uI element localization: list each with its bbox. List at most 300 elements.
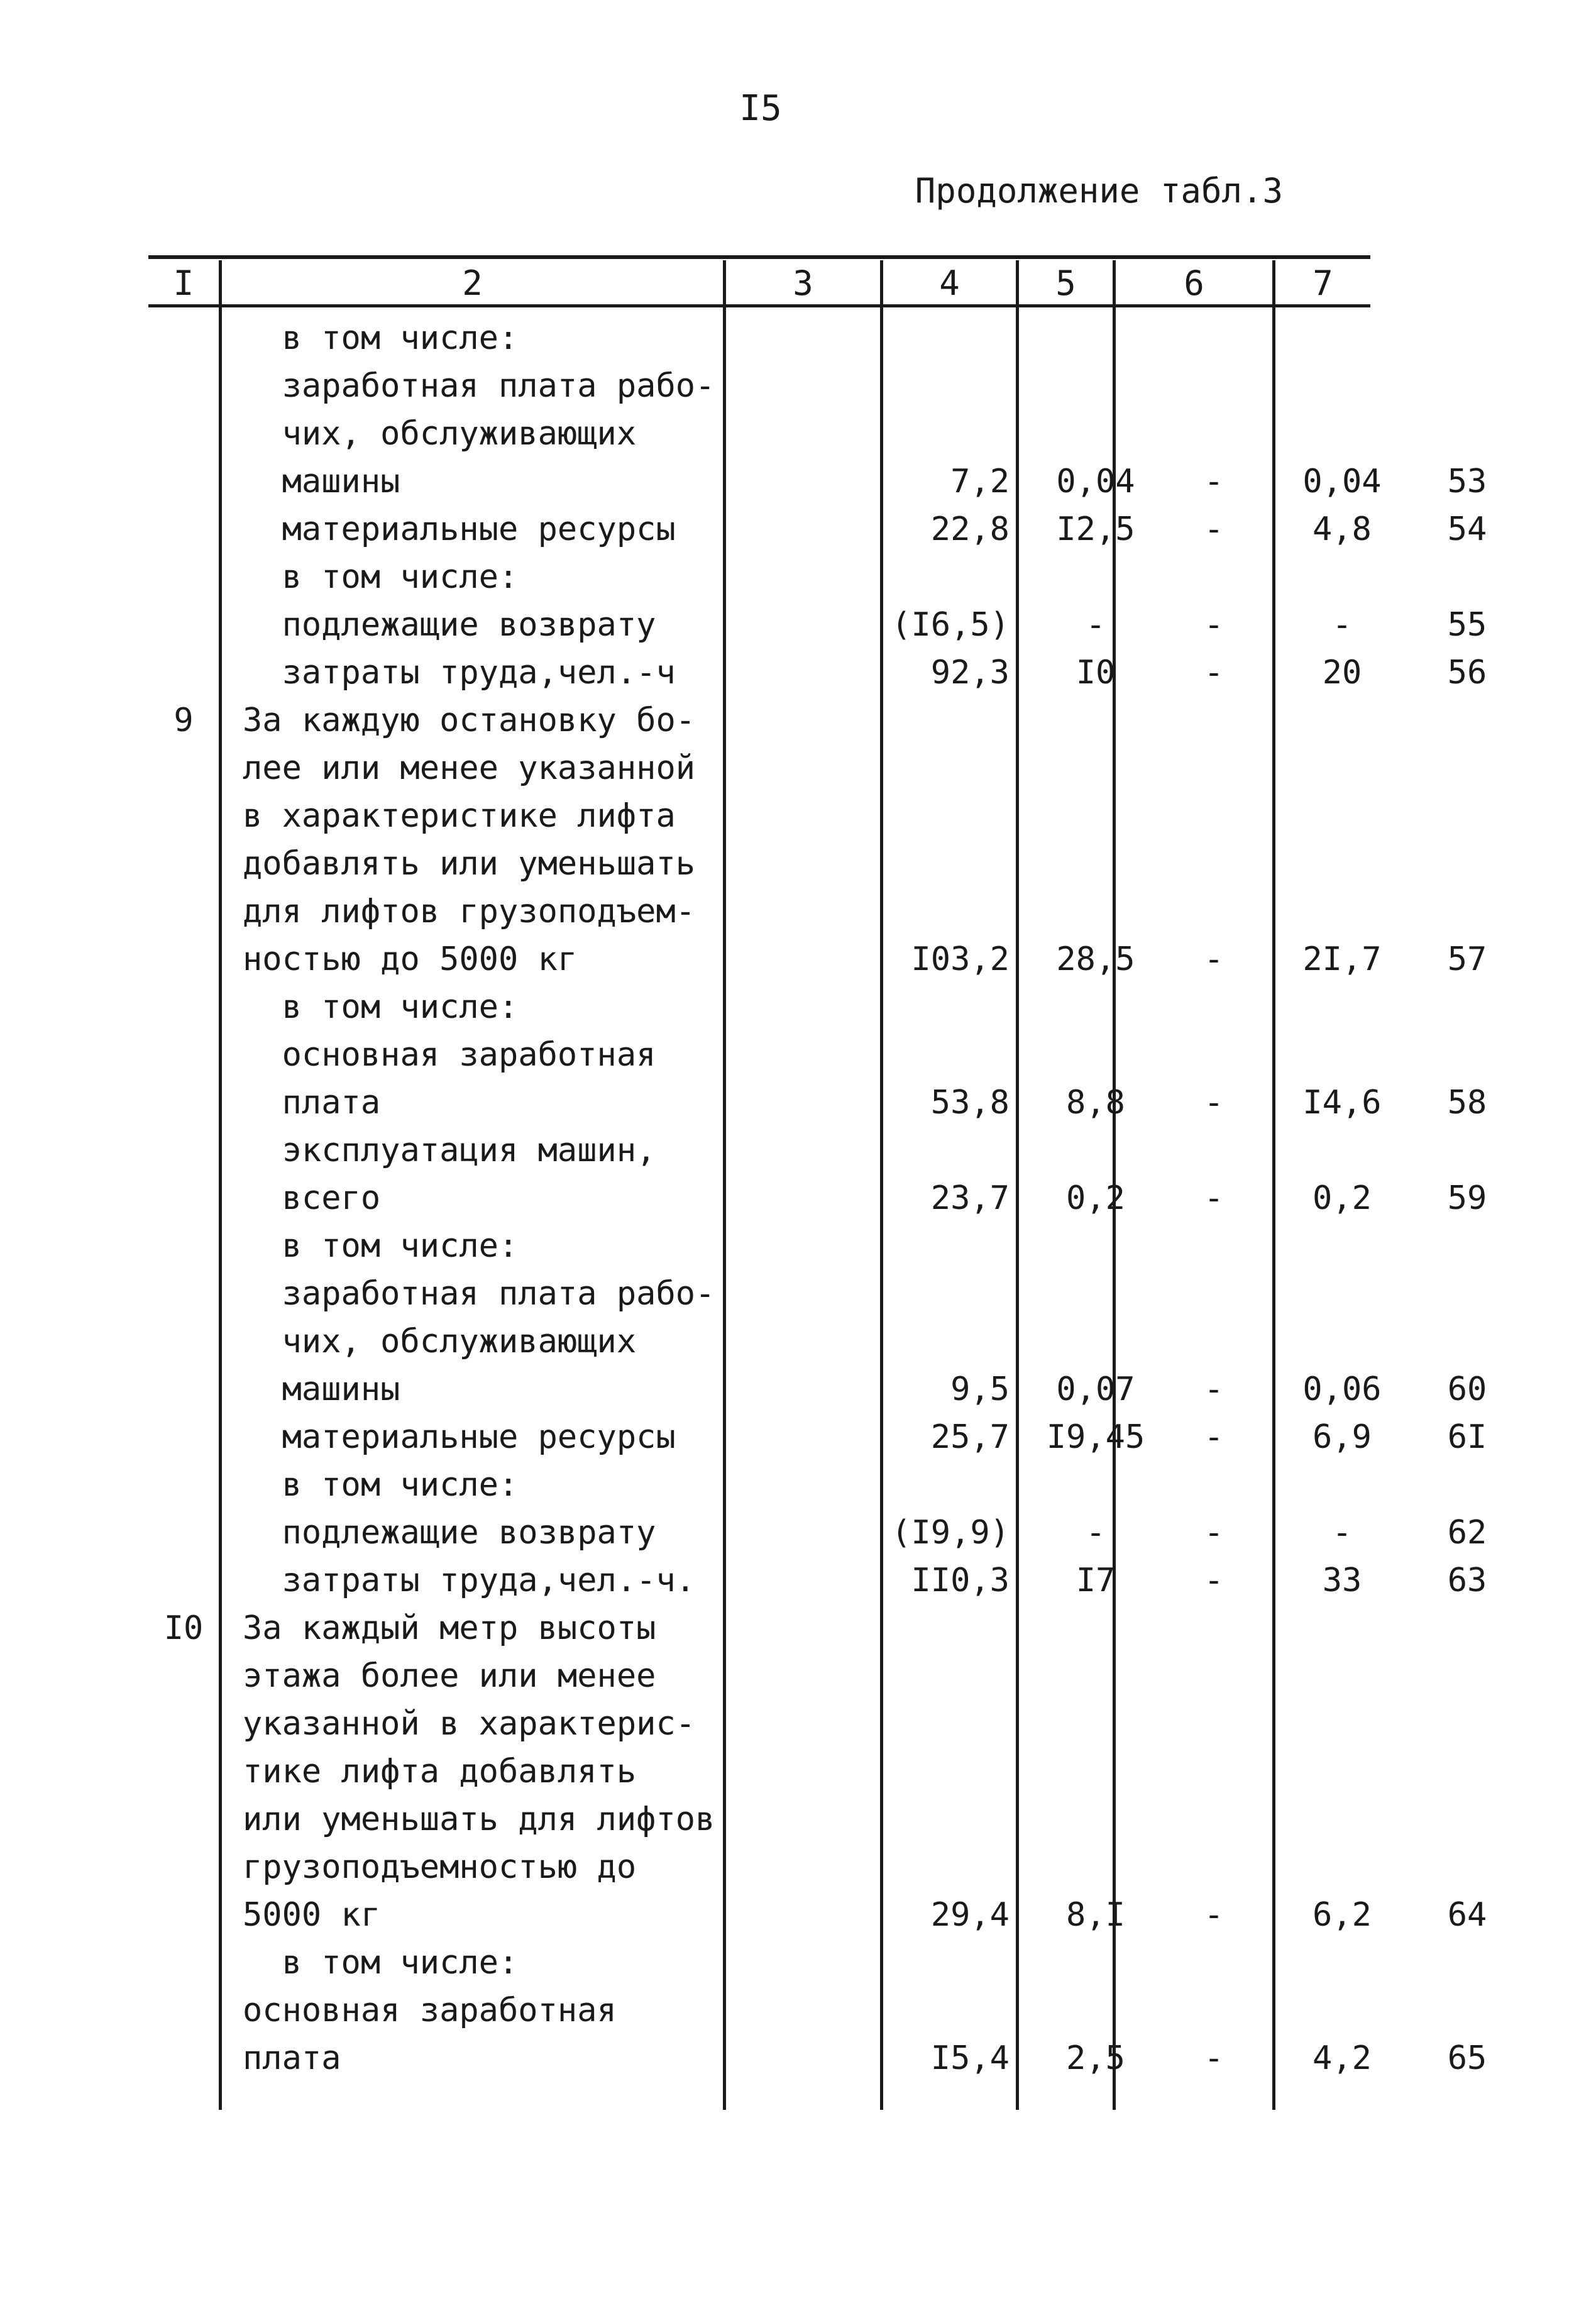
row-number: [148, 1270, 219, 1318]
table-row: [148, 1557, 1487, 1604]
table-row: [148, 1748, 1370, 1796]
cell-col-4: [1028, 553, 1163, 601]
cell-col-6: [1263, 1843, 1421, 1891]
cell-col-4: [1028, 697, 1163, 744]
cell-col-7: [1417, 840, 1517, 888]
cell-col-4: [1028, 1748, 1163, 1796]
cell-col-6: 2I,7: [1302, 941, 1382, 978]
cell-col-5: [1168, 553, 1260, 601]
cell-col-6: [1263, 744, 1421, 792]
cell-col-7: 6I: [1447, 1418, 1487, 1456]
cell-col-6: [1263, 792, 1421, 840]
cell-col-4: -: [1086, 1514, 1106, 1552]
row-description: затраты труда,чел.-ч.: [243, 1562, 696, 1599]
row-number: 9: [173, 702, 194, 739]
row-number: [148, 1413, 219, 1461]
table-row: [148, 1174, 1487, 1222]
cell-col-3: [727, 1604, 1010, 1652]
cell-col-3: [727, 697, 1010, 744]
cell-col-4: -: [1086, 606, 1106, 644]
column-header: 5: [1055, 263, 1076, 303]
table-row: [148, 458, 1487, 505]
table-row: [148, 1222, 1370, 1270]
row-description: в том числе:: [243, 988, 519, 1026]
cell-col-6: [1263, 1222, 1421, 1270]
cell-col-6: [1263, 1127, 1421, 1174]
cell-col-5: [1168, 1843, 1260, 1891]
row-description: заработная плата рабо-: [243, 367, 715, 405]
column-header: 7: [1313, 263, 1333, 303]
cell-col-3: 29,4: [930, 1896, 1010, 1934]
cell-col-5: -: [1204, 1514, 1224, 1552]
row-number: [148, 2034, 219, 2082]
cell-col-6: 33: [1322, 1562, 1362, 1599]
cell-col-7: 59: [1447, 1179, 1487, 1217]
cell-col-3: 25,7: [930, 1418, 1010, 1456]
cell-col-3: 23,7: [930, 1179, 1010, 1217]
table-row: [148, 1796, 1370, 1843]
row-number: [148, 458, 219, 505]
cell-col-7: [1417, 1222, 1517, 1270]
cell-col-7: [1417, 697, 1517, 744]
row-number: [148, 1222, 219, 1270]
cell-col-3: [727, 1843, 1010, 1891]
table-row: [148, 888, 1370, 935]
cell-col-6: [1263, 840, 1421, 888]
row-description: затраты труда,чел.-ч: [243, 654, 676, 692]
row-number: [148, 1796, 219, 1843]
cell-col-3: 7,2: [950, 463, 1010, 500]
cell-col-3: [727, 1987, 1010, 2034]
cell-col-3: [727, 553, 1010, 601]
cell-col-4: [1028, 410, 1163, 458]
cell-col-6: 0,04: [1302, 463, 1382, 500]
cell-col-5: [1168, 1127, 1260, 1174]
row-number: [148, 1509, 219, 1557]
row-description: в характеристике лифта: [243, 797, 676, 835]
cell-col-5: [1168, 1461, 1260, 1509]
row-number: [148, 1461, 219, 1509]
cell-col-4: [1028, 1222, 1163, 1270]
row-number: [148, 649, 219, 697]
row-number: [148, 744, 219, 792]
cell-col-6: 0,2: [1313, 1179, 1372, 1217]
cell-col-4: I7: [1076, 1562, 1116, 1599]
cell-col-7: 58: [1447, 1084, 1487, 1122]
cell-col-7: 54: [1447, 510, 1487, 548]
table-row: [148, 1270, 1370, 1318]
cell-col-5: -: [1204, 654, 1224, 692]
cell-col-3: [727, 983, 1010, 1031]
cell-col-5: [1168, 697, 1260, 744]
row-description: указанной в характерис-: [243, 1705, 696, 1743]
row-description: тике лифта добавлять: [243, 1753, 637, 1790]
row-description: в том числе:: [243, 319, 519, 357]
cell-col-3: [727, 1652, 1010, 1700]
cell-col-3: [727, 888, 1010, 935]
table-row: [148, 697, 1370, 744]
row-number: [148, 792, 219, 840]
row-description: чих, обслуживающих: [243, 1323, 637, 1360]
cell-col-6: [1263, 1987, 1421, 2034]
cell-col-5: [1168, 1031, 1260, 1079]
row-description: в том числе:: [243, 1466, 519, 1504]
column-header: 3: [793, 263, 813, 303]
cell-col-7: [1417, 792, 1517, 840]
table-row: [148, 1939, 1370, 1987]
row-description: подлежащие возврату: [243, 1514, 656, 1552]
cell-col-7: 60: [1447, 1371, 1487, 1408]
cell-col-5: -: [1204, 510, 1224, 548]
row-description: 5000 кг: [243, 1896, 381, 1934]
row-number: [148, 840, 219, 888]
table-row: [148, 649, 1487, 697]
cell-col-3: [727, 1318, 1010, 1365]
cell-col-5: [1168, 792, 1260, 840]
row-number: I0: [163, 1609, 204, 1647]
cell-col-6: 0,06: [1302, 1371, 1382, 1408]
table-row: [148, 1652, 1370, 1700]
cell-col-7: [1417, 410, 1517, 458]
row-description: всего: [243, 1179, 381, 1217]
row-description: основная заработная: [243, 1036, 656, 1074]
cell-col-5: [1168, 1318, 1260, 1365]
row-number: [148, 314, 219, 362]
row-number: [148, 1987, 219, 2034]
row-number: [148, 1748, 219, 1796]
cell-col-3: [727, 1461, 1010, 1509]
cell-col-6: 20: [1322, 654, 1362, 692]
table-row: [148, 601, 1487, 649]
cell-col-5: -: [1204, 1084, 1224, 1122]
row-number: [148, 410, 219, 458]
cell-col-4: [1028, 1270, 1163, 1318]
cell-col-4: [1028, 1843, 1163, 1891]
table-row: [148, 553, 1370, 601]
table-row: [148, 1365, 1487, 1413]
cell-col-4: [1028, 1652, 1163, 1700]
cell-col-6: [1263, 1031, 1421, 1079]
cell-col-3: II0,3: [911, 1562, 1010, 1599]
cell-col-6: [1263, 410, 1421, 458]
cell-col-3: [727, 1222, 1010, 1270]
cell-col-5: -: [1204, 1371, 1224, 1408]
cell-col-3: I5,4: [930, 2039, 1010, 2077]
cell-col-4: I0: [1076, 654, 1116, 692]
cell-col-3: [727, 1748, 1010, 1796]
cell-col-7: [1417, 1270, 1517, 1318]
row-number: [148, 935, 219, 983]
cell-col-5: -: [1204, 1179, 1224, 1217]
table-body: [148, 314, 1487, 2112]
row-number: [148, 1939, 219, 1987]
cell-col-6: [1263, 888, 1421, 935]
row-description: добавлять или уменьшать: [243, 845, 696, 883]
cell-col-4: 0,04: [1056, 463, 1135, 500]
cell-col-5: [1168, 314, 1260, 362]
cell-col-3: [727, 314, 1010, 362]
cell-col-4: [1028, 1604, 1163, 1652]
row-number: [148, 505, 219, 553]
cell-col-3: [727, 1700, 1010, 1748]
table-row: [148, 1891, 1487, 1939]
table-row: [148, 505, 1487, 553]
cell-col-5: [1168, 1222, 1260, 1270]
cell-col-6: [1263, 1939, 1421, 1987]
cell-col-4: 0,2: [1066, 1179, 1125, 1217]
cell-col-6: [1263, 1604, 1421, 1652]
table-row: [148, 1461, 1370, 1509]
cell-col-7: [1417, 1987, 1517, 2034]
cell-col-3: 92,3: [930, 654, 1010, 692]
cell-col-6: [1263, 697, 1421, 744]
cell-col-7: [1417, 1796, 1517, 1843]
cell-col-4: [1028, 1031, 1163, 1079]
row-description: машины: [243, 1371, 400, 1408]
cell-col-4: 28,5: [1056, 941, 1135, 978]
cell-col-4: [1028, 1939, 1163, 1987]
cell-col-6: [1263, 1748, 1421, 1796]
cell-col-7: [1417, 1652, 1517, 1700]
row-description: плата: [243, 1084, 381, 1122]
cell-col-3: I03,2: [911, 941, 1010, 978]
cell-col-4: [1028, 792, 1163, 840]
cell-col-6: [1263, 553, 1421, 601]
cell-col-3: [727, 744, 1010, 792]
table-row: [148, 744, 1370, 792]
row-number: [148, 553, 219, 601]
row-description: для лифтов грузоподъем-: [243, 893, 696, 930]
cell-col-5: [1168, 1270, 1260, 1318]
row-description: грузоподъемностью до: [243, 1848, 637, 1886]
row-number: [148, 1031, 219, 1079]
row-number: [148, 1365, 219, 1413]
cell-col-4: [1028, 314, 1163, 362]
cell-col-5: [1168, 983, 1260, 1031]
cell-col-7: 57: [1447, 941, 1487, 978]
cell-col-7: [1417, 983, 1517, 1031]
table-row: [148, 935, 1487, 983]
table-row: [148, 840, 1370, 888]
cell-col-3: 22,8: [930, 510, 1010, 548]
cell-col-7: [1417, 888, 1517, 935]
row-description: основная заработная: [243, 1992, 617, 2029]
row-description: плата: [243, 2039, 341, 2077]
row-number: [148, 1652, 219, 1700]
cell-col-6: [1263, 314, 1421, 362]
cell-col-3: [727, 1270, 1010, 1318]
row-number: [148, 1318, 219, 1365]
table-row: [148, 792, 1370, 840]
cell-col-7: 55: [1447, 606, 1487, 644]
cell-col-6: -: [1332, 606, 1352, 644]
cell-col-4: [1028, 1796, 1163, 1843]
row-number: [148, 601, 219, 649]
cell-col-4: [1028, 1127, 1163, 1174]
row-description: в том числе:: [243, 1227, 519, 1265]
cell-col-5: -: [1204, 941, 1224, 978]
cell-col-3: 53,8: [930, 1084, 1010, 1122]
cell-col-5: -: [1204, 606, 1224, 644]
cell-col-3: [727, 1127, 1010, 1174]
cell-col-5: [1168, 744, 1260, 792]
row-description: в том числе:: [243, 1944, 519, 1982]
row-description: чих, обслуживающих: [243, 415, 637, 453]
row-number: [148, 1079, 219, 1127]
cell-col-3: [727, 1939, 1010, 1987]
table-row: [148, 1604, 1370, 1652]
cell-col-7: 63: [1447, 1562, 1487, 1599]
table-row: [148, 1509, 1487, 1557]
row-description: в том числе:: [243, 558, 519, 596]
cell-col-7: [1417, 1748, 1517, 1796]
cell-col-5: [1168, 888, 1260, 935]
cell-col-6: [1263, 1796, 1421, 1843]
row-description: ностью до 5000 кг: [243, 941, 578, 978]
row-number: [148, 1557, 219, 1604]
table-caption: Продолжение табл.3: [915, 171, 1283, 211]
cell-col-4: 0,07: [1056, 1371, 1135, 1408]
cell-col-7: [1417, 1318, 1517, 1365]
cell-col-4: [1028, 362, 1163, 410]
row-number: [148, 362, 219, 410]
cell-col-7: [1417, 1461, 1517, 1509]
cell-col-4: [1028, 1318, 1163, 1365]
row-description: или уменьшать для лифтов: [243, 1801, 715, 1838]
row-description: эксплуатация машин,: [243, 1132, 656, 1169]
cell-col-5: -: [1204, 1418, 1224, 1456]
row-number: [148, 888, 219, 935]
cell-col-5: [1168, 840, 1260, 888]
cell-col-5: [1168, 1796, 1260, 1843]
cell-col-5: [1168, 1604, 1260, 1652]
table-row: [148, 1079, 1487, 1127]
table-row: [148, 362, 1370, 410]
cell-col-5: [1168, 1987, 1260, 2034]
row-description: За каждый метр высоты: [243, 1609, 656, 1647]
cell-col-5: [1168, 1700, 1260, 1748]
cell-col-6: I4,6: [1302, 1084, 1382, 1122]
cell-col-4: [1028, 744, 1163, 792]
cell-col-4: [1028, 1987, 1163, 2034]
table-row: [148, 983, 1370, 1031]
table-row: [148, 314, 1370, 362]
cell-col-7: [1417, 1127, 1517, 1174]
table-top-rule: [148, 255, 1370, 259]
cell-col-6: 4,8: [1313, 510, 1372, 548]
cell-col-4: [1028, 1461, 1163, 1509]
header-bottom-rule: [148, 304, 1370, 307]
row-number: [148, 1891, 219, 1939]
cell-col-4: [1028, 840, 1163, 888]
cell-col-6: 4,2: [1313, 2039, 1372, 2077]
column-header: 6: [1184, 263, 1204, 303]
cell-col-5: -: [1204, 1562, 1224, 1599]
table-row: [148, 1318, 1370, 1365]
cell-col-5: -: [1204, 1896, 1224, 1934]
cell-col-6: [1263, 1461, 1421, 1509]
cell-col-7: [1417, 1939, 1517, 1987]
cell-col-7: [1417, 553, 1517, 601]
table-row: [148, 1987, 1370, 2034]
table-row: [148, 410, 1370, 458]
cell-col-3: [727, 840, 1010, 888]
cell-col-7: [1417, 1031, 1517, 1079]
cell-col-6: [1263, 1652, 1421, 1700]
cell-col-5: [1168, 410, 1260, 458]
column-header: 4: [939, 263, 960, 303]
row-description: материальные ресурсы: [243, 1418, 676, 1456]
cell-col-7: [1417, 362, 1517, 410]
cell-col-3: 9,5: [950, 1371, 1010, 1408]
cell-col-7: 56: [1447, 654, 1487, 692]
cell-col-5: -: [1204, 2039, 1224, 2077]
table-row: [148, 1031, 1370, 1079]
row-number: [148, 1127, 219, 1174]
row-description: этажа более или менее: [243, 1657, 656, 1695]
cell-col-6: [1263, 1700, 1421, 1748]
cell-col-4: [1028, 983, 1163, 1031]
cell-col-7: 62: [1447, 1514, 1487, 1552]
cell-col-3: [727, 410, 1010, 458]
cell-col-7: [1417, 314, 1517, 362]
cell-col-4: 2,5: [1066, 2039, 1125, 2077]
table-row: [148, 1413, 1487, 1461]
cell-col-5: -: [1204, 463, 1224, 500]
table-row: [148, 1700, 1370, 1748]
cell-col-3: [727, 1796, 1010, 1843]
cell-col-7: [1417, 744, 1517, 792]
cell-col-4: I9,45: [1046, 1418, 1145, 1456]
cell-col-3: (I6,5): [891, 606, 1010, 644]
cell-col-4: [1028, 888, 1163, 935]
cell-col-6: [1263, 1270, 1421, 1318]
cell-col-3: [727, 362, 1010, 410]
row-description: материальные ресурсы: [243, 510, 676, 548]
cell-col-7: [1417, 1700, 1517, 1748]
cell-col-7: 64: [1447, 1896, 1487, 1934]
column-header: I: [173, 263, 194, 303]
cell-col-5: [1168, 1652, 1260, 1700]
row-number: [148, 1843, 219, 1891]
row-number: [148, 1700, 219, 1748]
cell-col-6: 6,9: [1313, 1418, 1372, 1456]
cell-col-5: [1168, 1939, 1260, 1987]
cell-col-7: [1417, 1604, 1517, 1652]
cell-col-6: [1263, 983, 1421, 1031]
cell-col-7: [1417, 1843, 1517, 1891]
row-number: [148, 983, 219, 1031]
page-number: I5: [739, 88, 782, 129]
row-description: заработная плата рабо-: [243, 1275, 715, 1313]
table-row: [148, 1843, 1370, 1891]
row-description: За каждую остановку бо-: [243, 702, 696, 739]
cell-col-5: [1168, 1748, 1260, 1796]
cell-col-3: [727, 1031, 1010, 1079]
cell-col-3: [727, 792, 1010, 840]
cell-col-4: I2,5: [1056, 510, 1135, 548]
table-row: [148, 2034, 1487, 2082]
column-header: 2: [462, 263, 483, 303]
cell-col-7: 53: [1447, 463, 1487, 500]
row-number: [148, 1174, 219, 1222]
row-description: машины: [243, 463, 400, 500]
row-description: подлежащие возврату: [243, 606, 656, 644]
cell-col-7: 65: [1447, 2039, 1487, 2077]
cell-col-5: [1168, 362, 1260, 410]
cell-col-6: [1263, 362, 1421, 410]
cell-col-6: [1263, 1318, 1421, 1365]
